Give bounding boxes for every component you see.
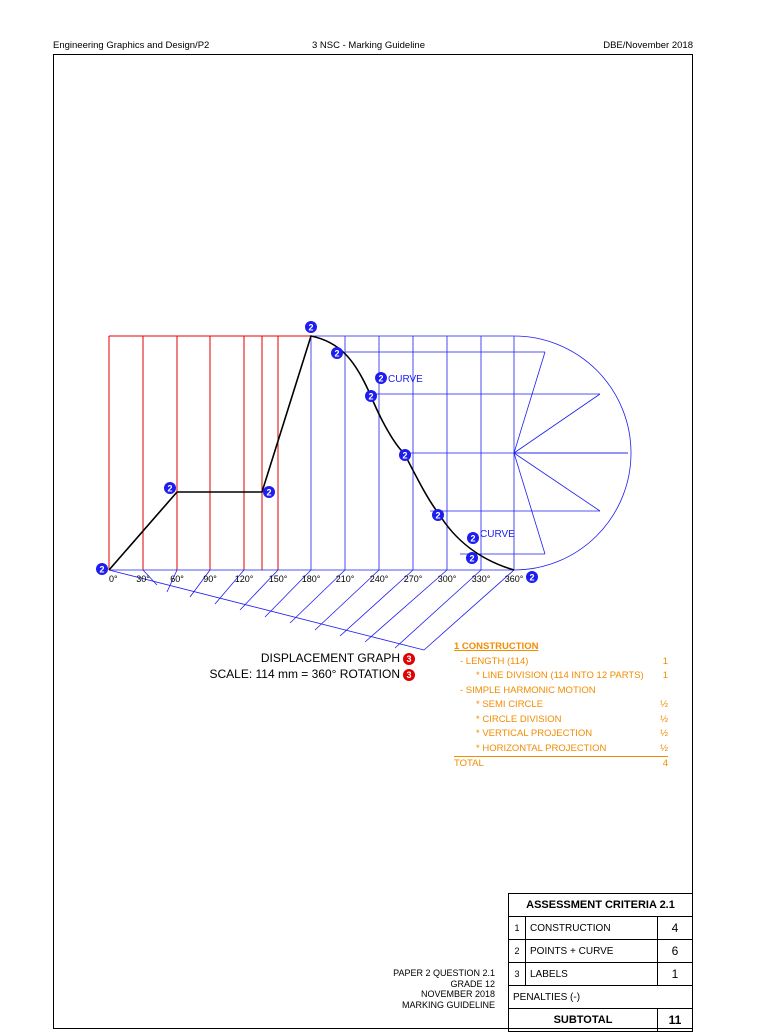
svg-text:2: 2 [435,510,441,521]
angle-label: 210° [335,574,355,584]
assessment-row-label: POINTS + CURVE [526,940,658,963]
assessment-row-value: 1 [658,963,693,986]
header-right: DBE/November 2018 [603,40,693,51]
svg-text:2: 2 [469,553,475,564]
criteria-note-row [454,669,668,684]
angle-label: 360° [504,574,524,584]
assessment-row-value: 6 [658,940,693,963]
criteria-note-row [454,727,668,742]
criteria-notes-total [454,756,668,772]
assessment-subtotal-label: SUBTOTAL [509,1009,658,1032]
angle-label: 30° [136,574,150,584]
mark-badge [331,347,343,359]
criteria-note-value: ½ [660,728,668,739]
criteria-note-row [454,655,668,670]
svg-text:2: 2 [99,564,105,575]
assessment-row [509,963,693,986]
graph-title-text: DISPLACEMENT GRAPH [260,651,400,665]
criteria-note-label: * HORIZONTAL PROJECTION [476,742,607,754]
criteria-note-label: - LENGTH (114) [460,655,529,667]
criteria-total-value: 4 [662,758,668,769]
mark-badge [305,321,317,333]
criteria-note-label: - SIMPLE HARMONIC MOTION [460,684,596,696]
assessment-row-number: 2 [509,940,526,963]
criteria-notes-heading: 1 CONSTRUCTION [454,641,539,652]
mark-badge [263,486,275,498]
header-center: 3 NSC - Marking Guideline [312,40,425,51]
criteria-note-value: 1 [662,670,668,681]
angle-label: 0° [109,574,118,584]
curve-label-lower: CURVE [480,529,515,540]
footer-identification [360,968,495,1010]
criteria-note-row [454,742,668,757]
assessment-row [509,940,693,963]
blue-grid [109,336,631,650]
criteria-notes [454,640,668,772]
graph-scale-text: SCALE: 114 mm = 360° ROTATION [209,667,400,681]
angle-label: 300° [437,574,457,584]
angle-label: 120° [234,574,254,584]
graph-title-mark: 3 [403,653,415,665]
criteria-note-row [454,684,668,699]
angle-label: 180° [301,574,321,584]
svg-text:2: 2 [378,373,384,384]
assessment-row-value: 4 [658,917,693,940]
criteria-note-label: * SEMI CIRCLE [476,699,544,710]
assessment-penalties: PENALTIES (-) [509,986,693,1009]
mark-badge [96,563,108,575]
header-left: Engineering Graphics and Design/P2 [53,40,210,51]
assessment-row-number: 3 [509,963,526,986]
criteria-note-value: ½ [660,699,668,710]
graph-scale-mark: 3 [403,669,415,681]
mark-badge [466,552,478,564]
footer-line: GRADE 12 [450,978,495,989]
assessment-subtotal-value: 11 [658,1009,693,1032]
angle-label: 240° [369,574,389,584]
svg-text:2: 2 [334,348,340,359]
mark-badge [526,571,538,583]
criteria-note-label: * CIRCLE DIVISION [476,713,562,725]
mark-badge [467,532,479,544]
mark-badge [365,390,377,402]
criteria-note-row [454,713,668,728]
svg-text:2: 2 [167,483,173,494]
angle-labels [109,574,524,584]
svg-text:2: 2 [266,487,272,498]
assessment-title: ASSESSMENT CRITERIA 2.1 [509,894,693,917]
assessment-row [509,917,693,940]
mark-badge [399,449,411,461]
mark-badges [96,321,538,583]
angle-label: 60° [170,574,184,584]
angle-label: 270° [403,574,423,584]
svg-text:2: 2 [402,450,408,461]
angle-label: 90° [203,574,217,584]
curve-label-upper: CURVE [388,374,423,385]
svg-text:2: 2 [308,322,314,333]
svg-text:2: 2 [368,391,374,402]
svg-text:2: 2 [529,572,535,583]
graph-scale [175,666,415,682]
mark-badge [164,482,176,494]
assessment-table [508,893,693,1032]
footer-line: MARKING GUIDELINE [401,999,495,1010]
criteria-note-value: ½ [660,713,668,725]
angle-label: 150° [268,574,288,584]
assessment-row-number: 1 [509,917,526,940]
criteria-note-value: 1 [662,655,668,667]
criteria-note-label: * LINE DIVISION (114 INTO 12 PARTS) [476,670,644,681]
criteria-note-label: * VERTICAL PROJECTION [476,728,593,739]
criteria-note-value: ½ [660,742,668,754]
criteria-total-label: TOTAL [454,758,484,769]
graph-title [175,650,415,666]
svg-text:2: 2 [470,533,476,544]
mark-badge [375,372,387,384]
angle-label: 330° [471,574,491,584]
criteria-note-row [454,698,668,713]
footer-line: PAPER 2 QUESTION 2.1 [393,968,495,978]
mark-badge [432,509,444,521]
assessment-row-label: CONSTRUCTION [526,917,658,940]
assessment-row-label: LABELS [526,963,658,986]
footer-line: NOVEMBER 2018 [420,989,495,999]
